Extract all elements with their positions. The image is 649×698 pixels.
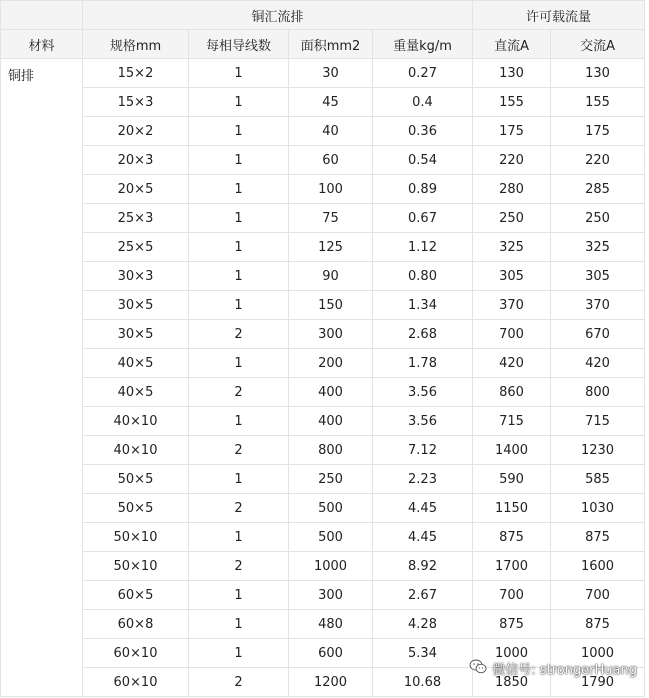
table-row [1,581,645,610]
cell-count: 1 [189,262,289,291]
cell-count: 1 [189,175,289,204]
header-spec: 规格mm [83,30,189,59]
cell-dc: 220 [473,146,551,175]
cell-weight: 0.36 [373,117,473,146]
table-row [1,465,645,494]
group-header-busbar: 铜汇流排 [83,1,473,30]
cell-dc: 280 [473,175,551,204]
table-row [1,349,645,378]
cell-count: 2 [189,378,289,407]
cell-weight: 1.34 [373,291,473,320]
cell-dc: 1700 [473,552,551,581]
cell-weight: 2.68 [373,320,473,349]
cell-spec: 50×5 [83,494,189,523]
cell-area: 100 [289,175,373,204]
cell-count: 1 [189,639,289,668]
watermark-text: 微信号: strongerHuang [492,662,637,678]
table-row [1,494,645,523]
cell-ac: 420 [551,349,645,378]
cell-area: 60 [289,146,373,175]
cell-area: 800 [289,436,373,465]
cell-dc: 700 [473,320,551,349]
cell-ac: 800 [551,378,645,407]
cell-weight: 0.80 [373,262,473,291]
cell-count: 2 [189,668,289,697]
cell-ac: 285 [551,175,645,204]
cell-ac: 370 [551,291,645,320]
cell-weight: 4.45 [373,523,473,552]
cell-spec: 30×5 [83,291,189,320]
cell-spec: 50×10 [83,523,189,552]
cell-area: 30 [289,59,373,88]
cell-ac: 1030 [551,494,645,523]
cell-count: 1 [189,407,289,436]
cell-ac: 155 [551,88,645,117]
table-row [1,175,645,204]
cell-dc: 1850 [473,668,551,697]
cell-dc: 1150 [473,494,551,523]
table-row [1,378,645,407]
cell-area: 500 [289,494,373,523]
cell-ac: 325 [551,233,645,262]
cell-spec: 50×10 [83,552,189,581]
cell-ac: 715 [551,407,645,436]
cell-weight: 4.28 [373,610,473,639]
cell-dc: 305 [473,262,551,291]
cell-weight: 10.68 [373,668,473,697]
cell-spec: 50×5 [83,465,189,494]
cell-dc: 700 [473,581,551,610]
group-blank-cell [1,1,83,30]
cell-spec: 20×3 [83,146,189,175]
cell-count: 1 [189,204,289,233]
cell-ac: 875 [551,523,645,552]
table-row [1,610,645,639]
cell-area: 300 [289,320,373,349]
cell-count: 1 [189,523,289,552]
header-dc: 直流A [473,30,551,59]
cell-dc: 1400 [473,436,551,465]
header-count: 每相导线数 [189,30,289,59]
cell-area: 300 [289,581,373,610]
cell-area: 90 [289,262,373,291]
table-row [1,88,645,117]
cell-count: 1 [189,117,289,146]
cell-dc: 325 [473,233,551,262]
cell-dc: 860 [473,378,551,407]
cell-spec: 60×10 [83,668,189,697]
table-row [1,117,645,146]
cell-ac: 250 [551,204,645,233]
cell-area: 600 [289,639,373,668]
cell-spec: 40×10 [83,407,189,436]
cell-ac: 1790 [551,668,645,697]
cell-spec: 20×2 [83,117,189,146]
table-row [1,436,645,465]
cell-spec: 20×5 [83,175,189,204]
table-row [1,59,645,88]
cell-count: 2 [189,320,289,349]
cell-ac: 1230 [551,436,645,465]
table-row [1,262,645,291]
cell-weight: 1.78 [373,349,473,378]
cell-ac: 220 [551,146,645,175]
cell-spec: 15×2 [83,59,189,88]
header-area: 面积mm2 [289,30,373,59]
cell-weight: 0.89 [373,175,473,204]
cell-spec: 60×10 [83,639,189,668]
cell-weight: 5.34 [373,639,473,668]
cell-area: 45 [289,88,373,117]
table-row [1,233,645,262]
wechat-watermark [467,657,639,679]
cell-dc: 370 [473,291,551,320]
cell-weight: 3.56 [373,407,473,436]
cell-ac: 670 [551,320,645,349]
cell-spec: 15×3 [83,88,189,117]
cell-count: 1 [189,146,289,175]
cell-ac: 305 [551,262,645,291]
cell-weight: 3.56 [373,378,473,407]
cell-dc: 875 [473,610,551,639]
cell-ac: 175 [551,117,645,146]
cell-dc: 590 [473,465,551,494]
cell-area: 200 [289,349,373,378]
table-row [1,204,645,233]
cell-count: 1 [189,610,289,639]
cell-spec: 25×3 [83,204,189,233]
cell-count: 1 [189,233,289,262]
cell-spec: 40×5 [83,378,189,407]
table-row [1,407,645,436]
cell-count: 1 [189,581,289,610]
cell-count: 1 [189,291,289,320]
cell-weight: 4.45 [373,494,473,523]
cell-area: 125 [289,233,373,262]
cell-weight: 2.67 [373,581,473,610]
group-header-row [1,1,645,30]
cell-spec: 60×8 [83,610,189,639]
cell-dc: 1000 [473,639,551,668]
cell-weight: 0.54 [373,146,473,175]
cell-area: 1200 [289,668,373,697]
cell-count: 1 [189,59,289,88]
cell-spec: 30×3 [83,262,189,291]
table-row [1,291,645,320]
cell-weight: 0.67 [373,204,473,233]
cell-count: 1 [189,88,289,117]
cell-count: 1 [189,349,289,378]
cell-area: 480 [289,610,373,639]
cell-dc: 155 [473,88,551,117]
cell-ac: 585 [551,465,645,494]
cell-ac: 1600 [551,552,645,581]
cell-area: 500 [289,523,373,552]
cell-weight: 1.12 [373,233,473,262]
cell-spec: 60×5 [83,581,189,610]
cell-dc: 875 [473,523,551,552]
cell-area: 400 [289,407,373,436]
cell-area: 40 [289,117,373,146]
cell-area: 150 [289,291,373,320]
header-weight: 重量kg/m [373,30,473,59]
cell-area: 1000 [289,552,373,581]
cell-ac: 1000 [551,639,645,668]
table-row [1,523,645,552]
material-cell: 铜排 [1,59,83,697]
cell-weight: 2.23 [373,465,473,494]
cell-count: 2 [189,494,289,523]
header-material: 材料 [1,30,83,59]
cell-dc: 130 [473,59,551,88]
cell-spec: 25×5 [83,233,189,262]
table-row [1,146,645,175]
header-ac: 交流A [551,30,645,59]
cell-area: 250 [289,465,373,494]
cell-dc: 175 [473,117,551,146]
cell-area: 400 [289,378,373,407]
table-row [1,552,645,581]
cell-weight: 7.12 [373,436,473,465]
cell-ac: 700 [551,581,645,610]
wechat-icon [469,659,487,678]
cell-ac: 875 [551,610,645,639]
cell-weight: 8.92 [373,552,473,581]
cell-spec: 30×5 [83,320,189,349]
cell-count: 2 [189,436,289,465]
cell-dc: 250 [473,204,551,233]
cell-spec: 40×5 [83,349,189,378]
group-header-current: 许可载流量 [473,1,645,30]
cell-count: 2 [189,552,289,581]
cell-count: 1 [189,465,289,494]
cell-spec: 40×10 [83,436,189,465]
cell-weight: 0.4 [373,88,473,117]
cell-dc: 420 [473,349,551,378]
cell-dc: 715 [473,407,551,436]
cell-area: 75 [289,204,373,233]
cell-ac: 130 [551,59,645,88]
table-row [1,320,645,349]
column-header-row [1,30,645,59]
cell-weight: 0.27 [373,59,473,88]
